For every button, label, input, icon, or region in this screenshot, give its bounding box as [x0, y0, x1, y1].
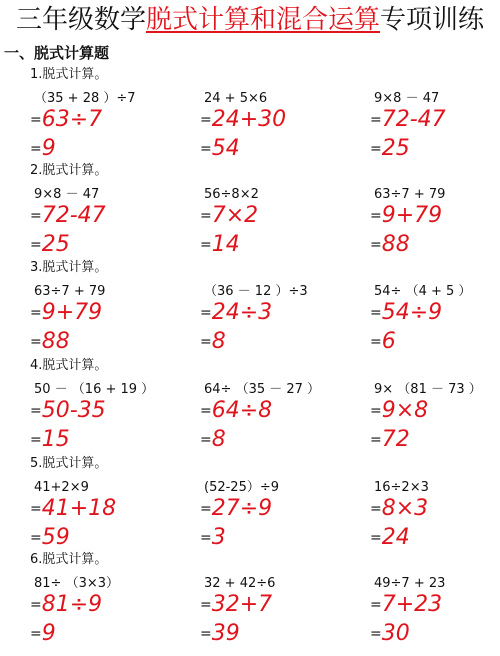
working-step-line — [30, 399, 106, 425]
equals-sign: = — [370, 403, 382, 419]
group-label: 2.脱式计算。 — [30, 163, 108, 178]
answer-line — [370, 137, 410, 163]
equals-sign: = — [370, 112, 382, 128]
equals-sign: = — [30, 334, 42, 350]
working-step-line — [370, 593, 442, 619]
handwritten-answer: 9 — [41, 621, 56, 646]
working-step-line — [370, 108, 446, 134]
equals-sign: = — [370, 626, 382, 642]
equals-sign: = — [370, 141, 382, 157]
handwritten-answer: 15 — [41, 427, 70, 452]
problem-expression: 9× （81 － 73 ） — [374, 382, 482, 397]
handwritten-step: 9×8 — [381, 398, 429, 423]
equals-sign: = — [370, 530, 382, 546]
problem-expression: 64÷ （35 － 27 ） — [204, 382, 321, 397]
working-step-line — [370, 204, 442, 230]
equals-sign: = — [370, 501, 382, 517]
equals-sign: = — [30, 597, 42, 613]
answer-line — [370, 330, 396, 356]
answer-line — [200, 428, 226, 454]
handwritten-answer: 6 — [381, 329, 396, 354]
problem-expression: （36 － 12 ）÷3 — [204, 284, 308, 299]
equals-sign: = — [200, 141, 212, 157]
handwritten-step: 64÷8 — [211, 398, 273, 423]
handwritten-answer: 8 — [211, 427, 226, 452]
equals-sign: = — [30, 305, 42, 321]
problem-expression: （35 + 28 ）÷7 — [34, 91, 136, 106]
answer-line — [200, 622, 240, 648]
handwritten-step: 72-47 — [41, 203, 106, 228]
equals-sign: = — [30, 626, 42, 642]
handwritten-answer: 72 — [381, 427, 410, 452]
handwritten-step: 9+79 — [41, 300, 103, 325]
equals-sign: = — [370, 208, 382, 224]
equals-sign: = — [370, 597, 382, 613]
problem-expression: 56÷8×2 — [204, 187, 259, 202]
handwritten-answer: 88 — [41, 329, 70, 354]
handwritten-answer: 25 — [381, 136, 410, 161]
answer-line — [370, 233, 410, 259]
equals-sign: = — [370, 432, 382, 448]
section-heading: 一、脱式计算题 — [4, 44, 110, 62]
handwritten-answer: 30 — [381, 621, 410, 646]
title-suffix: 专项训练 — [380, 5, 485, 35]
problem-expression: 41+2×9 — [34, 480, 89, 495]
answer-line — [30, 330, 70, 356]
group-label: 1.脱式计算。 — [30, 67, 108, 82]
equals-sign: = — [30, 237, 42, 253]
equals-sign: = — [200, 530, 212, 546]
equals-sign: = — [200, 432, 212, 448]
equals-sign: = — [200, 403, 212, 419]
handwritten-step: 41+18 — [41, 496, 117, 521]
worksheet-title — [0, 2, 500, 38]
equals-sign: = — [30, 432, 42, 448]
working-step-line — [200, 301, 272, 327]
handwritten-step: 50-35 — [41, 398, 106, 423]
problem-expression: (52-25）÷9 — [204, 480, 280, 495]
working-step-line — [200, 204, 258, 230]
handwritten-step: 9+79 — [381, 203, 443, 228]
handwritten-answer: 9 — [41, 136, 56, 161]
handwritten-step: 54÷9 — [381, 300, 443, 325]
problem-expression: 32 + 42÷6 — [204, 576, 276, 591]
problem-expression: 9×8 － 47 — [34, 187, 100, 202]
handwritten-answer: 14 — [211, 232, 240, 257]
problem-expression: 24 + 5×6 — [204, 91, 268, 106]
problem-expression: 81÷ （3×3） — [34, 576, 120, 591]
equals-sign: = — [200, 597, 212, 613]
working-step-line — [30, 108, 102, 134]
answer-line — [30, 428, 70, 454]
equals-sign: = — [30, 530, 42, 546]
handwritten-answer: 25 — [41, 232, 70, 257]
equals-sign: = — [30, 141, 42, 157]
handwritten-step: 7+23 — [381, 592, 443, 617]
answer-line — [200, 137, 240, 163]
problem-expression: 63÷7 + 79 — [374, 187, 446, 202]
answer-line — [30, 137, 56, 163]
equals-sign: = — [30, 403, 42, 419]
handwritten-step: 7×2 — [211, 203, 259, 228]
equals-sign: = — [200, 334, 212, 350]
working-step-line — [200, 108, 286, 134]
problem-expression: 16÷2×3 — [374, 480, 429, 495]
handwritten-step: 24+30 — [211, 107, 287, 132]
equals-sign: = — [200, 208, 212, 224]
working-step-line — [30, 301, 102, 327]
title-prefix: 三年级数学 — [15, 5, 146, 35]
answer-line — [200, 233, 240, 259]
equals-sign: = — [30, 208, 42, 224]
answer-line — [30, 233, 70, 259]
group-label: 5.脱式计算。 — [30, 456, 108, 471]
equals-sign: = — [370, 237, 382, 253]
handwritten-answer: 24 — [381, 525, 410, 550]
group-label: 3.脱式计算。 — [30, 260, 108, 275]
equals-sign: = — [200, 237, 212, 253]
equals-sign: = — [200, 112, 212, 128]
working-step-line — [30, 593, 102, 619]
answer-line — [370, 428, 410, 454]
problem-expression: 49÷7 + 23 — [374, 576, 446, 591]
equals-sign: = — [30, 501, 42, 517]
equals-sign: = — [200, 305, 212, 321]
problem-expression: 63÷7 + 79 — [34, 284, 106, 299]
answer-line — [200, 526, 226, 552]
working-step-line — [370, 399, 428, 425]
equals-sign: = — [200, 626, 212, 642]
answer-line — [30, 526, 70, 552]
problem-expression: 9×8 － 47 — [374, 91, 440, 106]
group-label: 6.脱式计算。 — [30, 552, 108, 567]
working-step-line — [370, 301, 442, 327]
working-step-line — [200, 399, 272, 425]
working-step-line — [200, 593, 272, 619]
working-step-line — [30, 497, 116, 523]
handwritten-step: 27÷9 — [211, 496, 273, 521]
working-step-line — [200, 497, 272, 523]
title-highlight: 脱式计算和混合运算 — [145, 5, 380, 35]
group-label: 4.脱式计算。 — [30, 358, 108, 373]
handwritten-answer: 8 — [211, 329, 226, 354]
handwritten-answer: 88 — [381, 232, 410, 257]
handwritten-step: 32+7 — [211, 592, 273, 617]
handwritten-answer: 54 — [211, 136, 240, 161]
answer-line — [200, 330, 226, 356]
equals-sign: = — [370, 334, 382, 350]
answer-line — [370, 622, 410, 648]
problem-expression: 50 － （16 + 19 ） — [34, 382, 155, 397]
handwritten-step: 24÷3 — [211, 300, 273, 325]
equals-sign: = — [370, 305, 382, 321]
handwritten-step: 8×3 — [381, 496, 429, 521]
answer-line — [30, 622, 56, 648]
handwritten-step: 63÷7 — [41, 107, 103, 132]
handwritten-answer: 3 — [211, 525, 226, 550]
answer-line — [370, 526, 410, 552]
problem-expression: 54÷ （4 + 5 ） — [374, 284, 472, 299]
handwritten-answer: 39 — [211, 621, 240, 646]
handwritten-step: 81÷9 — [41, 592, 103, 617]
handwritten-answer: 59 — [41, 525, 70, 550]
working-step-line — [30, 204, 106, 230]
equals-sign: = — [200, 501, 212, 517]
handwritten-step: 72-47 — [381, 107, 446, 132]
working-step-line — [370, 497, 428, 523]
equals-sign: = — [30, 112, 42, 128]
